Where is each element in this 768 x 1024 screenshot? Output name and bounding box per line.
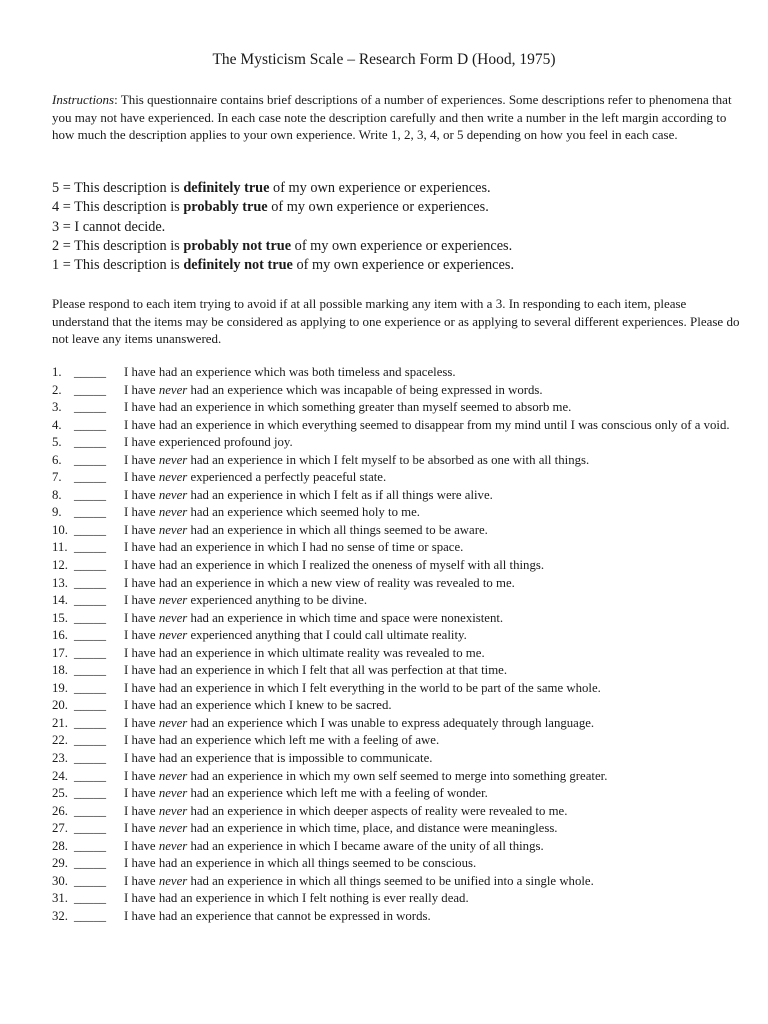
answer-blank[interactable]: _____ [74, 505, 106, 520]
item-emphasis: never [158, 803, 188, 818]
scale-text: 2 = This description is [52, 237, 184, 254]
item-text [124, 908, 742, 926]
item-text-part: I have [124, 838, 159, 853]
item-text [124, 715, 742, 733]
list-item [52, 522, 742, 540]
item-text [124, 452, 742, 470]
answer-blank[interactable]: _____ [74, 873, 106, 888]
item-text-part: I have [124, 873, 159, 888]
item-text [124, 803, 742, 821]
list-item [52, 557, 742, 575]
list-item [52, 855, 742, 873]
list-item [52, 610, 742, 628]
item-text-part: I have had an experience which I knew to be sacred. [124, 698, 392, 713]
item-text [124, 382, 742, 400]
scale-text: 5 = This description is [52, 180, 184, 196]
item-text [124, 662, 742, 680]
item-text-part: had an experience in which deeper aspects of reality were revealed to me. [187, 803, 568, 818]
answer-blank[interactable]: _____ [74, 680, 106, 695]
item-number: 22. [52, 733, 68, 748]
item-text-part: I have [124, 715, 159, 730]
answer-blank[interactable]: _____ [74, 575, 106, 590]
list-item [52, 873, 742, 891]
item-text-part: I have had an experience that is impossible to communicate. [124, 751, 433, 766]
item-text-part: experienced anything that I could call ultimate reality. [187, 628, 467, 643]
item-text-part: I have experienced profound joy. [124, 435, 293, 450]
item-text-part: had an experience which left me with a feeling of wonder. [187, 786, 488, 801]
item-text-part: I have had an experience that cannot be expressed in words. [124, 908, 431, 923]
answer-blank[interactable]: _____ [74, 417, 106, 432]
item-text-part: had an experience in which I became aware of the unity of all things. [187, 838, 544, 853]
answer-blank[interactable]: _____ [74, 891, 106, 906]
item-emphasis: never [158, 715, 188, 730]
scale-emphasis: definitely true [183, 180, 270, 196]
answer-blank[interactable]: _____ [74, 628, 106, 643]
list-item [52, 382, 742, 400]
response-instructions: Please respond to each item trying to avoid if at all possible marking any item with a 3. In responding to each item, please understand that the items may be considered as applying to one experience or as applying to several different experiences. Please do not leave any items unanswered. [52, 296, 740, 346]
answer-blank[interactable]: _____ [74, 645, 106, 660]
instructions-paragraph [52, 91, 742, 144]
item-text [124, 645, 742, 663]
item-text [124, 434, 742, 452]
item-text [124, 575, 742, 593]
scale-text: of my own experience or experiences. [267, 199, 489, 216]
item-number: 2. [52, 382, 62, 397]
list-item [52, 592, 742, 610]
item-text-part: had an experience in which all things seemed to be unified into a single whole. [187, 873, 594, 888]
item-text-part: I have [124, 786, 159, 801]
list-item [52, 364, 742, 382]
item-text-part: had an experience in which my own self seemed to merge into something greater. [187, 768, 608, 783]
item-number: 30. [52, 873, 68, 888]
answer-blank[interactable]: _____ [74, 821, 106, 836]
answer-blank[interactable]: _____ [74, 382, 106, 397]
scale-line [52, 218, 742, 237]
item-emphasis: never [158, 382, 188, 397]
list-item [52, 838, 742, 856]
scale-text: 1 = This description is [52, 257, 184, 274]
answer-blank[interactable]: _____ [74, 698, 106, 713]
item-text-part: I have had an experience in which I had no sense of time or space. [124, 540, 464, 555]
answer-blank[interactable]: _____ [74, 365, 106, 379]
item-emphasis: never [158, 768, 188, 783]
item-number: 5. [52, 435, 62, 450]
list-item [52, 662, 742, 680]
item-text-part: had an experience which was incapable of being expressed in words. [187, 382, 543, 397]
scale-line [52, 179, 742, 198]
item-number: 14. [52, 593, 68, 608]
list-item [52, 487, 742, 505]
answer-blank[interactable]: _____ [74, 908, 106, 923]
item-emphasis: never [158, 838, 188, 853]
item-text-part: I have had an experience in which ultimate reality was revealed to me. [124, 645, 485, 660]
item-text-part: I have had an experience which was both timeless and spaceless. [124, 365, 456, 379]
item-text [124, 680, 742, 698]
item-text [124, 732, 742, 750]
item-emphasis: never [158, 786, 188, 801]
item-text [124, 364, 742, 382]
item-emphasis: never [158, 470, 188, 485]
item-text-part: I have had an experience in which I realized the oneness of myself with all things. [124, 558, 545, 573]
item-text-part: I have had an experience in which something greater than myself seemed to absorb me. [124, 400, 572, 415]
item-text-part: had an experience which seemed holy to me. [187, 505, 420, 520]
item-text [124, 399, 742, 417]
list-item [52, 575, 742, 593]
item-text [124, 697, 742, 715]
answer-blank[interactable]: _____ [74, 400, 106, 415]
item-number: 26. [52, 803, 68, 818]
answer-blank[interactable]: _____ [74, 733, 106, 748]
item-text [124, 750, 742, 768]
scale-text: of my own experience or experiences. [292, 257, 515, 274]
list-item [52, 732, 742, 750]
item-text-part: I have [124, 628, 159, 643]
item-number: 21. [52, 715, 68, 730]
item-emphasis: never [158, 821, 188, 836]
item-number: 1. [52, 365, 62, 379]
item-text-part: I have [124, 470, 159, 485]
item-number: 13. [52, 575, 68, 590]
item-text [124, 627, 742, 645]
item-number: 27. [52, 821, 68, 836]
item-text-part: I have [124, 505, 159, 520]
answer-blank[interactable]: _____ [74, 803, 106, 818]
item-text-part: had an experience which I was unable to express adequately through language. [187, 715, 595, 730]
item-text-part: I have [124, 768, 159, 783]
list-item [52, 697, 742, 715]
item-text-part: had an experience in which time, place, and distance were meaningless. [187, 821, 558, 836]
item-text [124, 592, 742, 610]
item-number: 12. [52, 558, 68, 573]
item-number: 28. [52, 838, 68, 853]
item-text-part: I have had an experience which left me with a feeling of awe. [124, 733, 440, 748]
item-text-part: I have had an experience in which everything seemed to disappear from my mind until I was conscious only of a void. [124, 417, 730, 432]
list-item [52, 803, 742, 821]
scale-text: 4 = This description is [52, 199, 184, 216]
item-number: 20. [52, 698, 68, 713]
scale-text: 3 = I cannot decide. [52, 218, 166, 235]
item-text-part: I have had an experience in which a new view of reality was revealed to me. [124, 575, 515, 590]
item-number: 4. [52, 417, 62, 432]
answer-blank[interactable]: _____ [74, 558, 106, 573]
item-list [52, 364, 742, 926]
item-number: 8. [52, 487, 62, 502]
item-text-part: I have [124, 821, 159, 836]
scale-emphasis: probably not true [183, 237, 292, 254]
list-item [52, 785, 742, 803]
item-text-part: experienced a perfectly peaceful state. [187, 470, 387, 485]
item-text [124, 785, 742, 803]
item-emphasis: never [158, 522, 188, 537]
list-item [52, 645, 742, 663]
item-text [124, 557, 742, 575]
item-number: 25. [52, 786, 68, 801]
list-item [52, 715, 742, 733]
item-emphasis: never [158, 610, 188, 625]
answer-blank[interactable]: _____ [74, 715, 106, 730]
scale-line [52, 198, 742, 217]
list-item [52, 399, 742, 417]
item-text-part: I have [124, 610, 159, 625]
list-item [52, 469, 742, 487]
rating-scale [52, 179, 742, 275]
item-text-part: had an experience in which time and space were nonexistent. [187, 610, 504, 625]
item-number: 15. [52, 610, 68, 625]
answer-blank[interactable]: _____ [74, 487, 106, 502]
instructions-text: : This questionnaire contains brief descriptions of a number of experiences. Some descriptions refer to phenomena that you may not have experienced. In each case note the description carefully and then write a number in the left margin according to how much the description applies to your own experience. Write 1, 2, 3, 4, or 5 depending on how you feel in each case. [52, 92, 732, 142]
item-number: 18. [52, 663, 68, 678]
item-emphasis: never [158, 487, 188, 502]
item-number: 17. [52, 645, 68, 660]
item-number: 24. [52, 768, 68, 783]
item-emphasis: never [158, 873, 188, 888]
document-title: The Mysticism Scale – Research Form D (Hood, 1975) [212, 51, 556, 68]
answer-blank[interactable]: _____ [74, 435, 106, 450]
item-number: 6. [52, 452, 62, 467]
list-item [52, 452, 742, 470]
item-number: 29. [52, 856, 68, 871]
list-item [52, 504, 742, 522]
scale-text: of my own experience or experiences. [291, 237, 513, 254]
scale-emphasis: definitely not true [183, 257, 293, 274]
list-item [52, 908, 742, 926]
scale-text: of my own experience or experiences. [269, 180, 491, 196]
item-text [124, 522, 742, 540]
item-number: 11. [52, 540, 68, 555]
item-emphasis: never [158, 452, 188, 467]
item-text-part: experienced anything to be divine. [187, 593, 368, 608]
answer-blank[interactable]: _____ [74, 838, 106, 853]
item-text [124, 820, 742, 838]
answer-blank[interactable]: _____ [74, 522, 106, 537]
item-number: 32. [52, 908, 68, 923]
list-item [52, 750, 742, 768]
item-text-part: had an experience in which I felt as if all things were alive. [187, 487, 493, 502]
instructions-label: Instructions [52, 92, 115, 107]
answer-blank[interactable]: _____ [74, 540, 106, 555]
item-text-part: I have [124, 487, 159, 502]
answer-blank[interactable]: _____ [74, 786, 106, 801]
scale-line [52, 237, 742, 256]
item-text-part: had an experience in which I felt myself to be absorbed as one with all things. [187, 452, 590, 467]
item-text-part: I have [124, 452, 159, 467]
answer-blank[interactable]: _____ [74, 751, 106, 766]
answer-blank[interactable]: _____ [74, 856, 106, 871]
answer-blank[interactable]: _____ [74, 610, 106, 625]
item-number: 9. [52, 505, 62, 520]
item-text [124, 768, 742, 786]
item-text-part: I have [124, 522, 159, 537]
answer-blank[interactable]: _____ [74, 593, 106, 608]
item-text-part: I have had an experience in which I felt nothing is ever really dead. [124, 891, 469, 906]
list-item [52, 680, 742, 698]
answer-blank[interactable]: _____ [74, 768, 106, 783]
list-item [52, 768, 742, 786]
item-text [124, 610, 742, 628]
item-emphasis: never [158, 505, 188, 520]
answer-blank[interactable]: _____ [74, 470, 106, 485]
item-text [124, 539, 742, 557]
item-text [124, 873, 742, 891]
item-text-part: I have [124, 803, 159, 818]
list-item [52, 820, 742, 838]
item-text [124, 890, 742, 908]
item-text [124, 487, 742, 505]
item-text-part: I have [124, 593, 159, 608]
item-emphasis: never [158, 628, 188, 643]
item-number: 16. [52, 628, 68, 643]
item-number: 31. [52, 891, 68, 906]
scale-emphasis: probably true [183, 199, 268, 216]
item-text-part: I have [124, 382, 159, 397]
item-text-part: I have had an experience in which I felt that all was perfection at that time. [124, 663, 508, 678]
item-number: 23. [52, 751, 68, 766]
answer-blank[interactable]: _____ [74, 452, 106, 467]
item-text [124, 838, 742, 856]
list-item [52, 434, 742, 452]
item-text [124, 417, 742, 435]
item-number: 10. [52, 522, 68, 537]
item-text-part: had an experience in which all things seemed to be aware. [187, 522, 488, 537]
item-text [124, 855, 742, 873]
list-item [52, 539, 742, 557]
list-item [52, 417, 742, 435]
item-text [124, 469, 742, 487]
item-text [124, 504, 742, 522]
item-text-part: I have had an experience in which I felt everything in the world to be part of the same whole. [124, 680, 601, 695]
list-item [52, 627, 742, 645]
list-item [52, 890, 742, 908]
item-number: 3. [52, 400, 62, 415]
answer-blank[interactable]: _____ [74, 663, 106, 678]
item-number: 19. [52, 680, 68, 695]
item-emphasis: never [158, 593, 188, 608]
scale-line [52, 256, 742, 275]
item-text-part: I have had an experience in which all things seemed to be conscious. [124, 856, 477, 871]
item-number: 7. [52, 470, 62, 485]
